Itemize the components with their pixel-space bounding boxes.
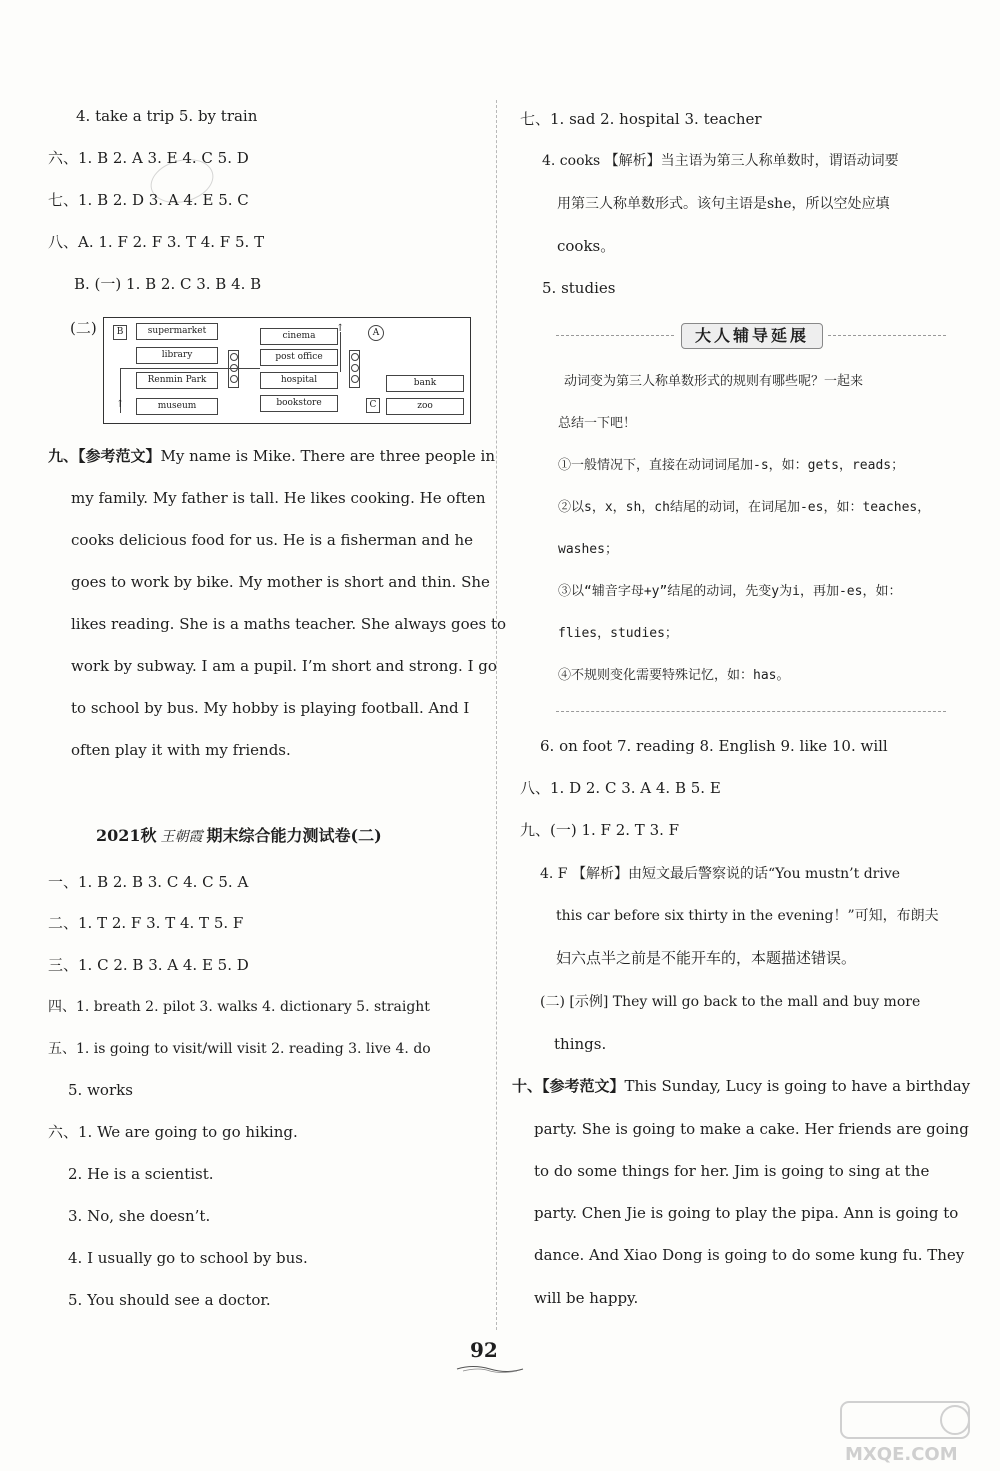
banner-title: 大人辅导延展 — [681, 323, 823, 349]
answer-line: 4. cooks 【解析】当主语为第三人称单数时，谓语动词要 — [542, 153, 899, 169]
map-supermarket: supermarket — [136, 323, 218, 340]
banner-rule — [828, 335, 946, 336]
map-post-office: post office — [260, 349, 338, 366]
test-title-year: 2021秋 — [96, 826, 157, 845]
banner-rule — [556, 335, 674, 336]
answer-line: 六、1. We are going to go hiking. — [48, 1123, 298, 1141]
page-number: 92 — [470, 1338, 498, 1362]
essay-line — [512, 1076, 970, 1096]
map-diagram — [103, 317, 471, 424]
route-line — [340, 332, 341, 372]
test-title-brand: 王朝霞 — [160, 829, 203, 845]
map-cinema: cinema — [260, 328, 338, 345]
answer-line: 用第三人称单数形式。该句主语是she，所以空处应填 — [557, 196, 890, 212]
essay-text: My name is Mike. There are three people in — [160, 447, 496, 465]
answer-line: 妇六点半之前是不能开车的，本题描述错误。 — [556, 949, 857, 967]
essay-line: likes reading. She is a maths teacher. She always goes to — [71, 615, 507, 633]
answer-line: 5. You should see a doctor. — [68, 1291, 271, 1309]
answer-line: 3. No, she doesn’t. — [68, 1207, 211, 1225]
map-marker-a: A — [368, 325, 384, 341]
traffic-light-icon — [349, 350, 360, 388]
answer-line: 6. on foot 7. reading 8. English 9. like 10. will — [540, 737, 888, 755]
map-hospital: hospital — [260, 372, 338, 389]
answer-line: 5. works — [68, 1081, 133, 1099]
answer-line: 八、A. 1. F 2. F 3. T 4. F 5. T — [48, 233, 265, 251]
essay-line — [48, 446, 495, 466]
tip-line: 动词变为第三人称单数形式的规则有哪些呢？一起来 — [564, 374, 864, 389]
essay-line: will be happy. — [534, 1289, 639, 1307]
answer-line: (二) — [70, 319, 97, 337]
essay-line: party. Chen Jie is going to play the pipa. Ann is going to — [534, 1204, 959, 1222]
answer-line: 三、1. C 2. B 3. A 4. E 5. D — [48, 956, 249, 974]
map-marker-b: B — [113, 325, 127, 340]
ornament-icon — [455, 1364, 525, 1374]
route-line — [120, 368, 260, 369]
traffic-light-icon — [228, 350, 239, 388]
essay-line: to do some things for her. Jim is going to sing at the — [534, 1162, 930, 1180]
essay-text: This Sunday, Lucy is going to have a birthday — [624, 1077, 971, 1095]
essay-label: 十、【参考范文】 — [512, 1077, 625, 1095]
answer-line: 4. F 【解析】由短文最后警察说的话“You mustn’t drive — [540, 866, 901, 882]
essay-line: dance. And Xiao Dong is going to do some kung fu. They — [534, 1246, 965, 1264]
tip-line: ①一般情况下，直接在动词词尾加-s，如：gets，reads； — [558, 458, 905, 473]
tip-line: ④不规则变化需要特殊记忆，如：has。 — [558, 668, 790, 683]
essay-line: party. She is going to make a cake. Her friends are going — [534, 1120, 969, 1138]
map-marker-c: C — [366, 398, 380, 413]
map-zoo: zoo — [386, 398, 464, 415]
map-library: library — [136, 347, 218, 364]
column-separator — [496, 100, 497, 1330]
essay-line: often play it with my friends. — [71, 741, 291, 759]
answer-line: (二) [示例] They will go back to the mall and buy more — [540, 994, 921, 1010]
essay-label: 九、【参考范文】 — [48, 447, 161, 465]
test-title-name: 期末综合能力测试卷(二) — [206, 826, 382, 845]
tip-line: ②以s，x，sh，ch结尾的动词，在词尾加-es，如：teaches， — [558, 500, 931, 515]
answer-line: 5. studies — [542, 279, 616, 297]
answer-line: 四、1. breath 2. pilot 3. walks 4. dictionary 5. straight — [48, 999, 430, 1015]
tip-line: ③以“辅音字母+y”结尾的动词，先变y为i，再加-es，如： — [558, 584, 902, 599]
watermark-icon — [835, 1400, 985, 1464]
arrow-up-icon: ↑ — [116, 399, 125, 410]
answer-line: 七、1. B 2. D 3. A 4. E 5. C — [48, 191, 249, 209]
tip-line: flies，studies； — [558, 626, 678, 641]
tip-line: washes； — [558, 542, 618, 557]
essay-line: my family. My father is tall. He likes cooking. He often — [71, 489, 486, 507]
answer-line: cooks。 — [557, 237, 616, 255]
answer-line: 2. He is a scientist. — [68, 1165, 214, 1183]
answer-line: 六、1. B 2. A 3. E 4. C 5. D — [48, 149, 249, 167]
test-title — [96, 826, 382, 847]
map-park: Renmin Park — [136, 372, 218, 389]
essay-line: to school by bus. My hobby is playing football. And I — [71, 699, 470, 717]
answer-line: 七、1. sad 2. hospital 3. teacher — [520, 110, 762, 128]
map-museum: museum — [136, 398, 218, 415]
answer-line: 九、(一) 1. F 2. T 3. F — [520, 821, 680, 839]
answer-line: 一、1. B 2. B 3. C 4. C 5. A — [48, 873, 249, 891]
essay-line: goes to work by bike. My mother is short and thin. She — [71, 573, 490, 591]
tip-end-rule — [556, 711, 946, 712]
watermark-text: MXQE.COM — [845, 1444, 958, 1464]
watermark-logo — [835, 1400, 985, 1464]
answer-line: B. (一) 1. B 2. C 3. B 4. B — [74, 275, 262, 293]
answer-line: 4. take a trip 5. by train — [76, 107, 258, 125]
answer-line: 4. I usually go to school by bus. — [68, 1249, 308, 1267]
tip-line: 总结一下吧！ — [558, 416, 637, 431]
essay-line: work by subway. I am a pupil. I’m short and strong. I go — [71, 657, 497, 675]
answer-line: 五、1. is going to visit/will visit 2. reading 3. live 4. do — [48, 1041, 431, 1057]
answer-line: things. — [554, 1035, 607, 1053]
map-bank: bank — [386, 375, 464, 392]
answer-line: 八、1. D 2. C 3. A 4. B 5. E — [520, 779, 721, 797]
tip-banner — [556, 325, 946, 347]
map-bookstore: bookstore — [260, 395, 338, 412]
answer-line: this car before six thirty in the evening！”可知，布朗夫 — [556, 908, 939, 924]
essay-line: cooks delicious food for us. He is a fisherman and he — [71, 531, 474, 549]
arrow-up-icon: ↑ — [336, 323, 345, 334]
answer-line: 二、1. T 2. F 3. T 4. T 5. F — [48, 914, 244, 932]
